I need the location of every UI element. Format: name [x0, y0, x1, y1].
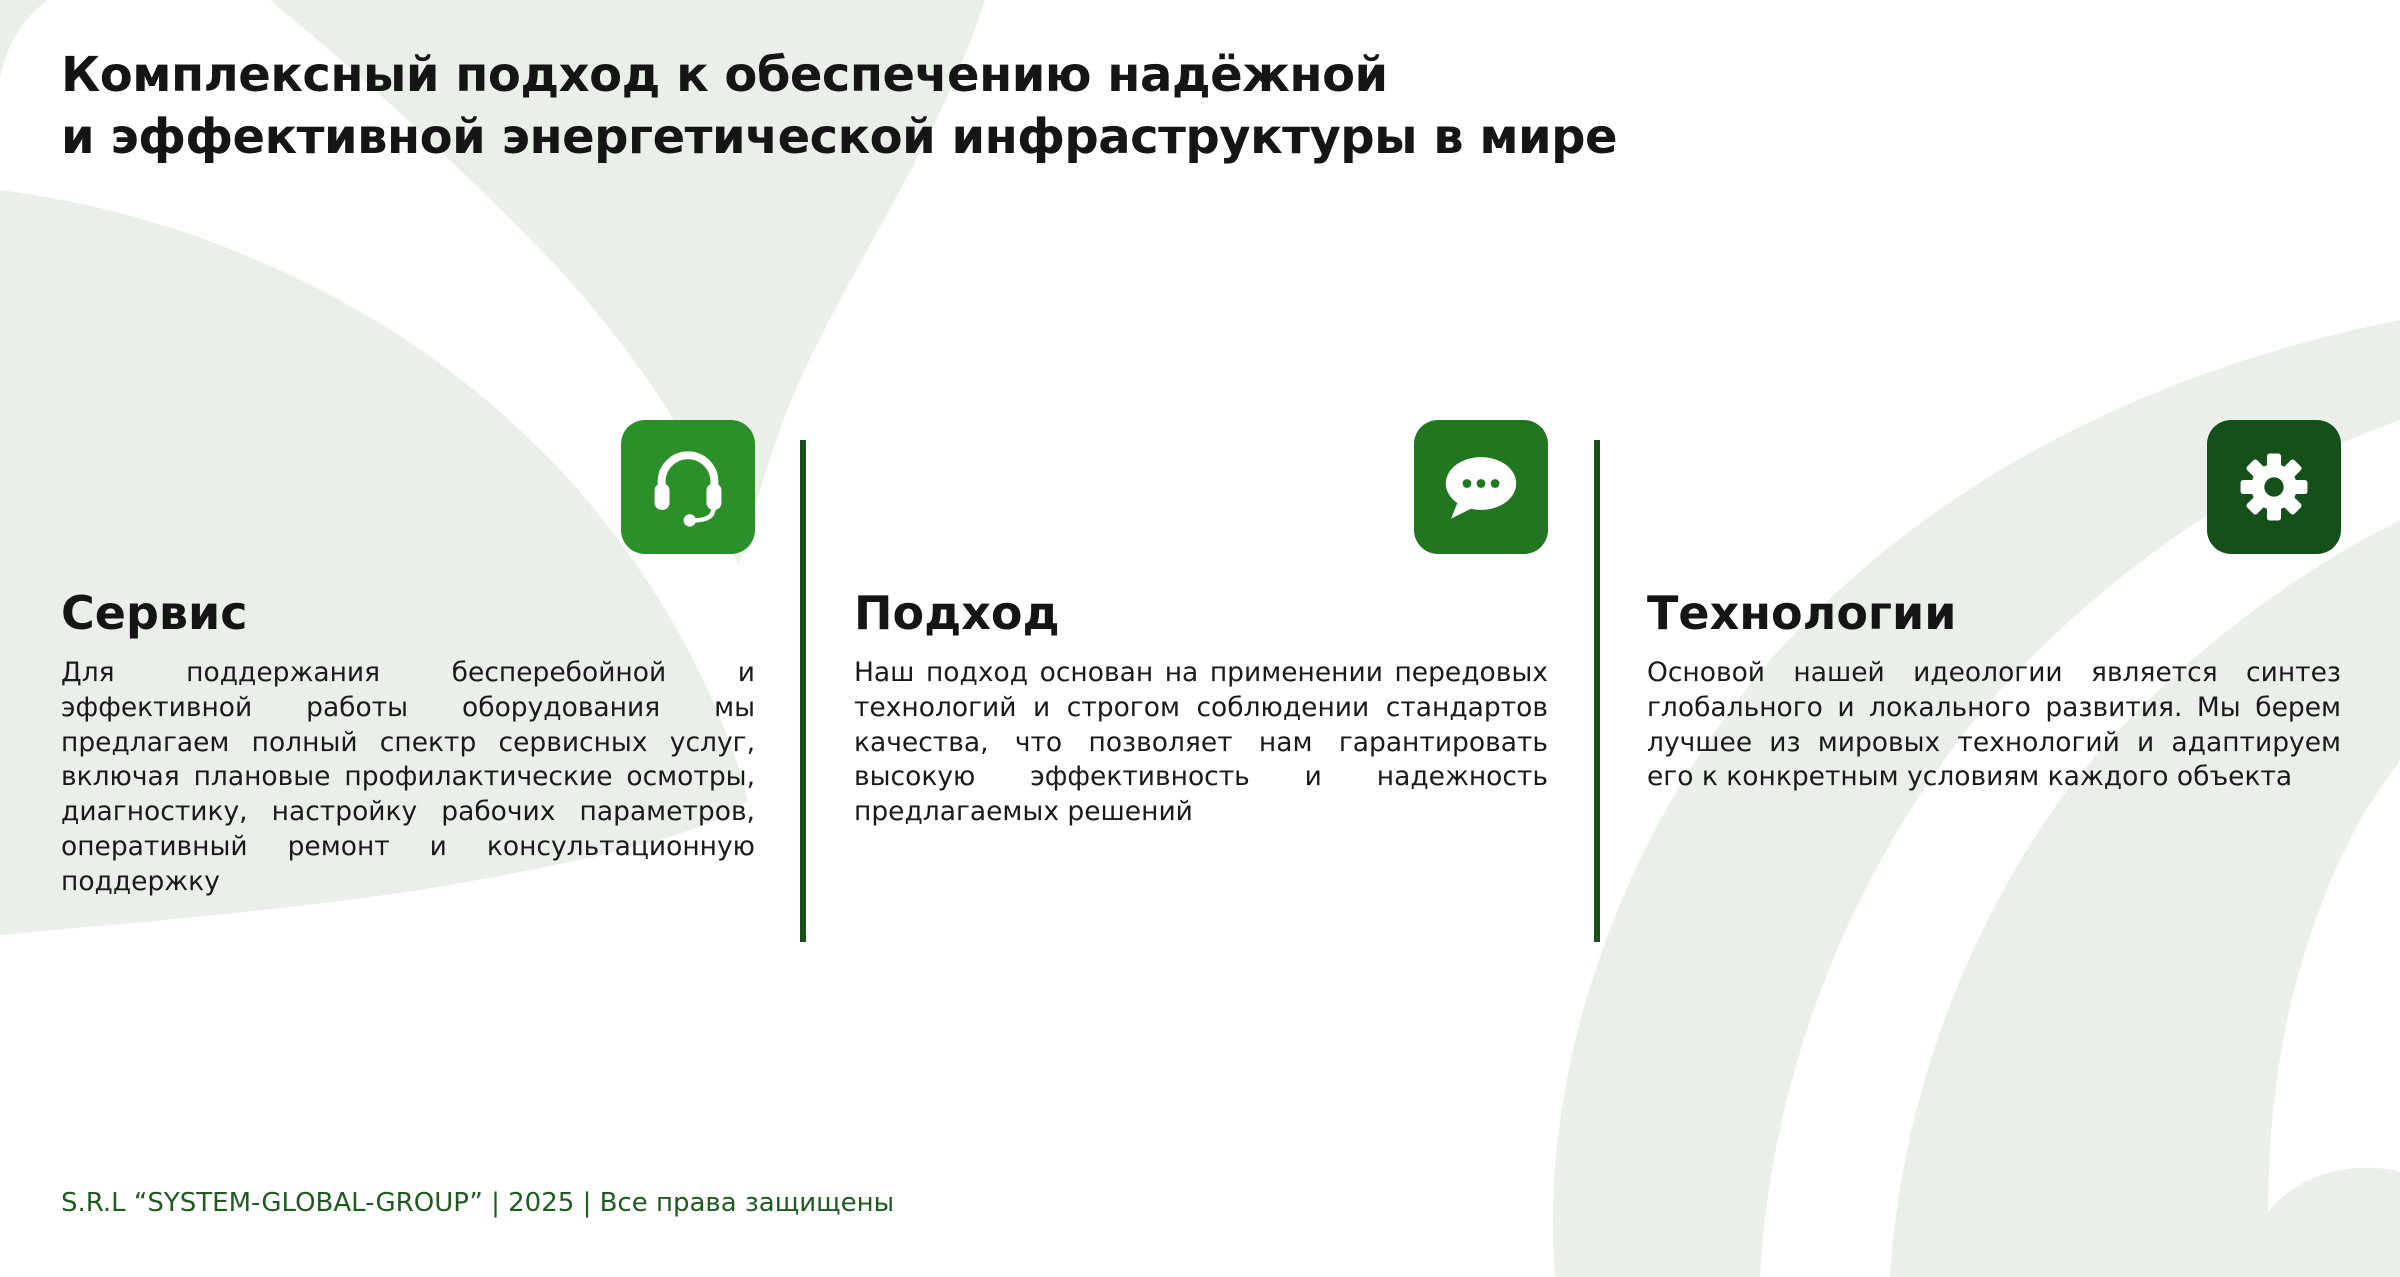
headset-icon — [644, 443, 732, 531]
card-approach — [854, 420, 1548, 940]
column-divider-1 — [800, 440, 806, 942]
page-title — [61, 44, 1761, 168]
page-title-line-1: Комплексный подход к обеспечению надёжной — [61, 47, 1388, 103]
card-service — [61, 420, 755, 940]
technology-description: Основой нашей идеологии является синтез глобального и локального развития. Мы берем лучшее из мировых технологий и адаптируем его к конкретным условиям каждого объекта — [1647, 657, 2341, 793]
page-title-line-2: и эффективной энергетической инфраструктуры в мире — [61, 109, 1618, 165]
chat-bubble-icon — [1437, 443, 1525, 531]
column-divider-2 — [1594, 440, 1600, 942]
card-technology — [1647, 420, 2341, 940]
service-description: Для поддержания бесперебойной и эффективной работы оборудования мы предлагаем полный спектр сервисных услуг, включая плановые профилактические осмотры, диагностику, настройку рабочих параметров, оперативный ремонт и консультационную поддержку — [61, 657, 755, 897]
technology-heading: Технологии — [1647, 586, 1957, 640]
technology-icon-box — [2207, 420, 2341, 554]
service-heading: Сервис — [61, 586, 248, 640]
footer-copyright: S.R.L “SYSTEM-GLOBAL-GROUP” | 2025 | Все права защищены — [61, 1188, 895, 1218]
service-icon-box — [621, 420, 755, 554]
approach-icon-box — [1414, 420, 1548, 554]
leaf-shape-top-left — [0, 0, 48, 80]
approach-heading: Подход — [854, 586, 1060, 640]
gear-icon — [2230, 443, 2318, 531]
approach-description: Наш подход основан на применении передовых технологий и строгом соблюдении стандартов качества, что позволяет нам гарантировать высокую эффективность и надежность предлагаемых решений — [854, 657, 1548, 828]
